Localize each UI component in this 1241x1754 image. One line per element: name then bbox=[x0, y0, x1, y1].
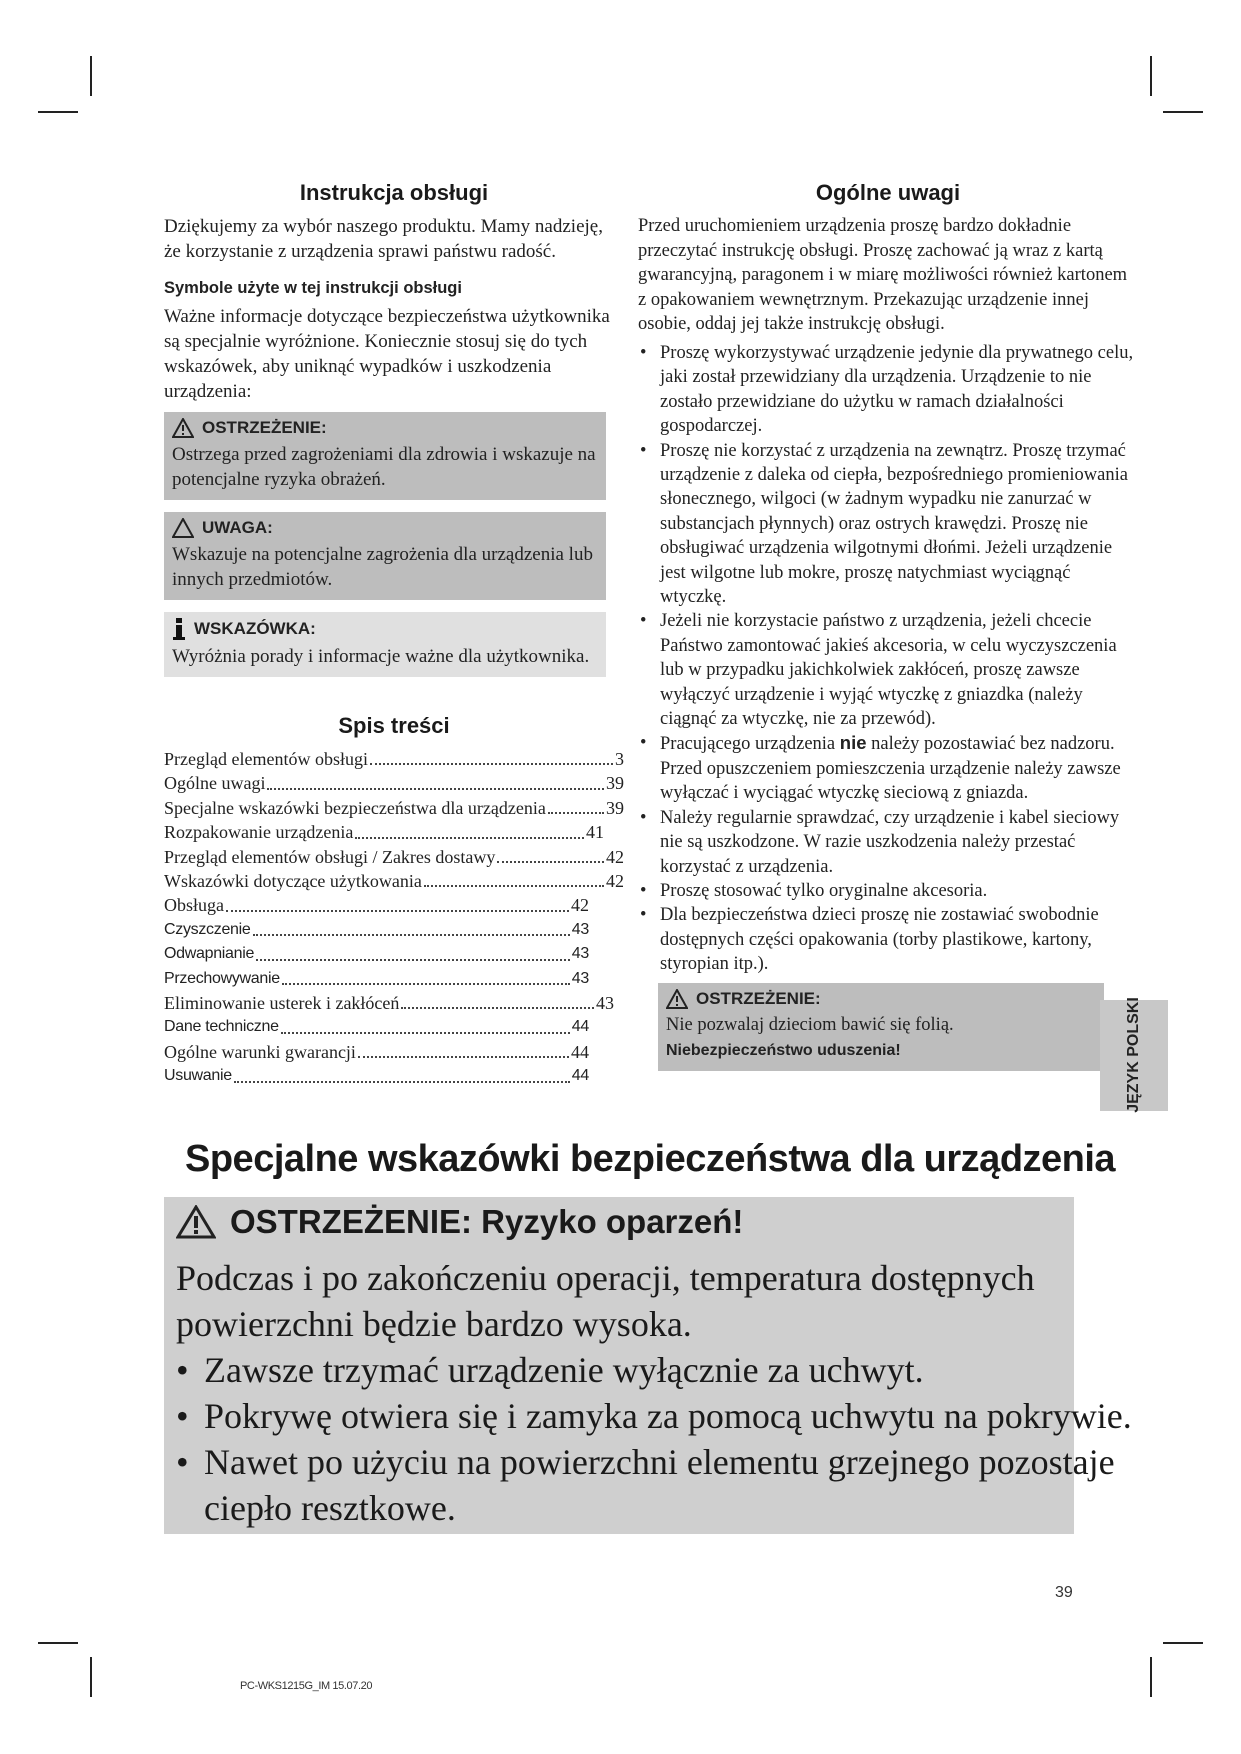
symbols-heading: Symbole użyte w tej instrukcji obsługi bbox=[164, 279, 462, 297]
toc-row bbox=[164, 918, 589, 942]
caution-triangle-icon bbox=[172, 518, 194, 538]
toc-entry-page: 43 bbox=[571, 969, 589, 987]
toc-entry-page: 44 bbox=[571, 1041, 589, 1062]
note-legend-box bbox=[164, 612, 606, 677]
toc-row bbox=[164, 1064, 589, 1088]
burn-warning-header bbox=[176, 1203, 743, 1241]
language-tab-label: JĘZYK POLSKI bbox=[1125, 997, 1142, 1113]
burn-warning-text: Podczas i po zakończeniu operacji, temperatura dostępnych powierzchni będzie bardzo wysoka. bbox=[176, 1258, 1035, 1344]
toc-entry-title: Wskazówki dotyczące użytkowania bbox=[164, 871, 422, 892]
toc-leader-dots bbox=[424, 869, 604, 887]
list-item bbox=[638, 731, 1138, 805]
warning-label: OSTRZEŻENIE: bbox=[696, 988, 821, 1008]
symbols-text: Ważne informacje dotyczące bezpieczeństwa użytkownika są specjalnie wyróżnione. Koniecznie stosuj się do tych wskazówek, aby uniknąć wypadków i uszkodzenia urządzenia: bbox=[164, 306, 610, 402]
warning-triangle-icon bbox=[172, 418, 194, 438]
toc-entry-title: Przegląd elementów obsługi bbox=[164, 749, 368, 769]
warning-bold-text: Niebezpieczeństwo uduszenia! bbox=[666, 1041, 901, 1059]
toc-entry-title: Rozpakowanie urządzenia bbox=[164, 822, 354, 843]
info-icon bbox=[172, 618, 186, 640]
list-item: • Proszę wykorzystywać urządzenie jedynie dla prywatnego celu, jaki został przewidziany dla urządzenia. Urządzenie to nie zostało przewidziane do użytku w ramach działalności gospodarczej. bbox=[638, 341, 1138, 439]
toc-row bbox=[164, 845, 624, 869]
warning-triangle-icon bbox=[176, 1205, 216, 1239]
left-column bbox=[164, 180, 624, 1089]
crop-mark bbox=[38, 1642, 78, 1644]
note-label: WSKAZÓWKA: bbox=[194, 619, 316, 638]
list-item: • Należy regularnie sprawdzać, czy urządzenie i kabel sieciowy nie są uszkodzone. W razie uszkodzenia należy przestać korzystać z urządzenia. bbox=[638, 806, 1138, 879]
toc-row bbox=[164, 967, 589, 991]
crop-mark bbox=[1150, 1657, 1152, 1697]
toc-leader-dots bbox=[281, 1015, 570, 1033]
toc-leader-dots bbox=[497, 845, 604, 863]
list-item: • Proszę nie korzystać z urządzenia na zewnątrz. Proszę trzymać urządzenie z daleka od ciepła, bezpośredniego promieniowania słonecznego, wilgoci (w żadnym wypadku nie zanurzać w substancjach płynnych) oraz ostrych krawędzi. Proszę nie obsługiwać urządzenia wilgotnymi dłońmi. Jeżeli urządzenie jest wilgotne lub mokre, proszę natychmiast wyciągnąć wtyczkę. bbox=[638, 439, 1138, 610]
intro-text: Dziękujemy za wybór naszego produktu. Mamy nadzieję, że korzystanie z urządzenia sprawi państwu radość. bbox=[164, 216, 603, 262]
burn-warning-bullets bbox=[176, 1347, 1136, 1531]
toc-entry-page: 39 bbox=[606, 797, 624, 818]
toc-entry-page: 42 bbox=[571, 895, 589, 916]
toc-row bbox=[164, 747, 624, 771]
section-title-general: Ogólne uwagi bbox=[815, 180, 961, 205]
caution-label: UWAGA: bbox=[202, 518, 273, 537]
toc-entry-page: 39 bbox=[606, 773, 624, 794]
footer-code: PC-WKS1215G_IM 15.07.20 bbox=[240, 1680, 373, 1692]
list-item: • Dla bezpieczeństwa dzieci proszę nie zostawiać swobodnie dostępnych części opakowania (torby plastikowe, kartony, styropian itp.). bbox=[638, 903, 1138, 976]
section-title-instructions: Instrukcja obsługi bbox=[299, 180, 489, 205]
table-of-contents bbox=[164, 747, 624, 1089]
crop-mark bbox=[1163, 1642, 1203, 1644]
toc-entry-title: Usuwanie bbox=[164, 1067, 232, 1085]
toc-leader-dots bbox=[401, 991, 594, 1009]
toc-row bbox=[164, 942, 589, 966]
toc-title: Spis treści bbox=[338, 713, 450, 738]
toc-entry-page: 43 bbox=[571, 920, 589, 938]
toc-entry-title: Przegląd elementów obsługi / Zakres dostawy bbox=[164, 846, 496, 867]
warning-text: Nie pozwalaj dzieciom bawić się folią. bbox=[666, 1014, 954, 1035]
caution-text: Wskazuje na potencjalne zagrożenia dla urządzenia lub innych przedmiotów. bbox=[172, 544, 593, 590]
toc-entry-title: Czyszczenie bbox=[164, 920, 251, 938]
toc-entry-title: Ogólne warunki gwarancji bbox=[164, 1041, 356, 1062]
list-item: • Zawsze trzymać urządzenie wyłącznie za uchwyt. bbox=[176, 1347, 1136, 1393]
toc-entry-title: Dane techniczne bbox=[164, 1018, 279, 1036]
toc-entry-page: 43 bbox=[571, 945, 589, 963]
burn-warning-content bbox=[176, 1255, 1136, 1531]
bullet4-post: należy pozostawiać bez nadzoru. Przed opuszczeniem pomieszczenia urządzenie należy zawsze wyłączać i wyciągać wtyczkę sieciową z gniazda. bbox=[660, 734, 1121, 804]
general-intro: Przed uruchomieniem urządzenia proszę bardzo dokładnie przeczytać instrukcję obsługi. Proszę zachować ją wraz z kartą gwarancyjną, paragonem i w miarę możliwości również kartonem z opakowaniem wewnętrznym. Przekazując urządzenie innej osobie, oddaj jej także instrukcję obsługi. bbox=[638, 216, 1128, 335]
toc-leader-dots bbox=[226, 893, 569, 911]
toc-leader-dots bbox=[282, 967, 570, 985]
toc-leader-dots bbox=[355, 820, 584, 838]
crop-mark bbox=[1150, 56, 1152, 96]
toc-entry-title: Eliminowanie usterek i zakłóceń bbox=[164, 993, 400, 1014]
toc-entry-page: 44 bbox=[571, 1018, 589, 1036]
toc-leader-dots bbox=[234, 1064, 570, 1082]
toc-leader-dots bbox=[253, 918, 570, 936]
toc-leader-dots bbox=[370, 747, 613, 765]
warning-text: Ostrzega przed zagrożeniami dla zdrowia i wskazuje na potencjalne ryzyka obrażeń. bbox=[172, 444, 596, 490]
toc-row bbox=[164, 991, 614, 1015]
warning-legend-box bbox=[164, 412, 606, 500]
toc-row bbox=[164, 893, 589, 917]
burn-warning-label: OSTRZEŻENIE: Ryzyko oparzeń! bbox=[230, 1203, 744, 1240]
warning-triangle-icon bbox=[666, 989, 688, 1009]
toc-row bbox=[164, 796, 624, 820]
toc-entry-page: 44 bbox=[571, 1067, 589, 1085]
warning-label: OSTRZEŻENIE: bbox=[202, 418, 327, 437]
general-bullets bbox=[638, 341, 1138, 977]
toc-entry-title: Obsługa bbox=[164, 895, 224, 916]
note-text: Wyróżnia porady i informacje ważne dla użytkownika. bbox=[172, 646, 590, 667]
toc-leader-dots bbox=[267, 771, 604, 789]
toc-entry-page: 3 bbox=[615, 749, 624, 769]
crop-mark bbox=[90, 56, 92, 96]
crop-mark bbox=[1163, 111, 1203, 113]
crop-mark bbox=[38, 111, 78, 113]
toc-leader-dots bbox=[548, 796, 604, 814]
toc-entry-title: Przechowywanie bbox=[164, 969, 280, 987]
toc-row bbox=[164, 771, 624, 795]
caution-legend-box bbox=[164, 512, 606, 600]
list-item: • Pokrywę otwiera się i zamyka za pomocą uchwytu na pokrywie. bbox=[176, 1393, 1136, 1439]
toc-entry-page: 42 bbox=[606, 871, 624, 892]
toc-leader-dots bbox=[256, 942, 570, 960]
toc-entry-title: Odwapnianie bbox=[164, 945, 255, 963]
toc-row bbox=[164, 820, 604, 844]
crop-mark bbox=[90, 1657, 92, 1697]
toc-row bbox=[164, 869, 624, 893]
list-item: • Proszę stosować tylko oryginalne akcesoria. bbox=[638, 879, 1138, 903]
toc-entry-title: Specjalne wskazówki bezpieczeństwa dla urządzenia bbox=[164, 797, 546, 818]
toc-entry-page: 42 bbox=[606, 846, 624, 867]
toc-leader-dots bbox=[358, 1040, 569, 1058]
page-number: 39 bbox=[1055, 1584, 1073, 1601]
bullet4-bold: nie bbox=[839, 732, 867, 754]
toc-row bbox=[164, 1015, 589, 1039]
special-safety-title: Specjalne wskazówki bezpieczeństwa dla urządzenia bbox=[185, 1138, 1116, 1180]
list-item: • Nawet po użyciu na powierzchni elementu grzejnego pozostaje ciepło resztkowe. bbox=[176, 1439, 1124, 1531]
list-item: • Jeżeli nie korzystacie państwo z urządzenia, jeżeli chcecie Państwo zamontować jakieś akcesoria, w celu wyczyszczenia lub w przypadku jakichkolwiek zakłóceń, proszę zawsze wyłączyć urządzenie i wyjąć wtyczkę z gniazdka (należy ciągnąć za wtyczkę, nie za przewód). bbox=[638, 609, 1138, 731]
toc-entry-page: 41 bbox=[586, 822, 604, 843]
children-warning-box bbox=[658, 983, 1104, 1071]
toc-entry-title: Ogólne uwagi bbox=[164, 773, 266, 794]
right-column bbox=[638, 180, 1138, 1071]
toc-row bbox=[164, 1040, 589, 1064]
toc-entry-page: 43 bbox=[596, 993, 614, 1014]
bullet4-pre: Pracującego urządzenia bbox=[660, 734, 840, 755]
